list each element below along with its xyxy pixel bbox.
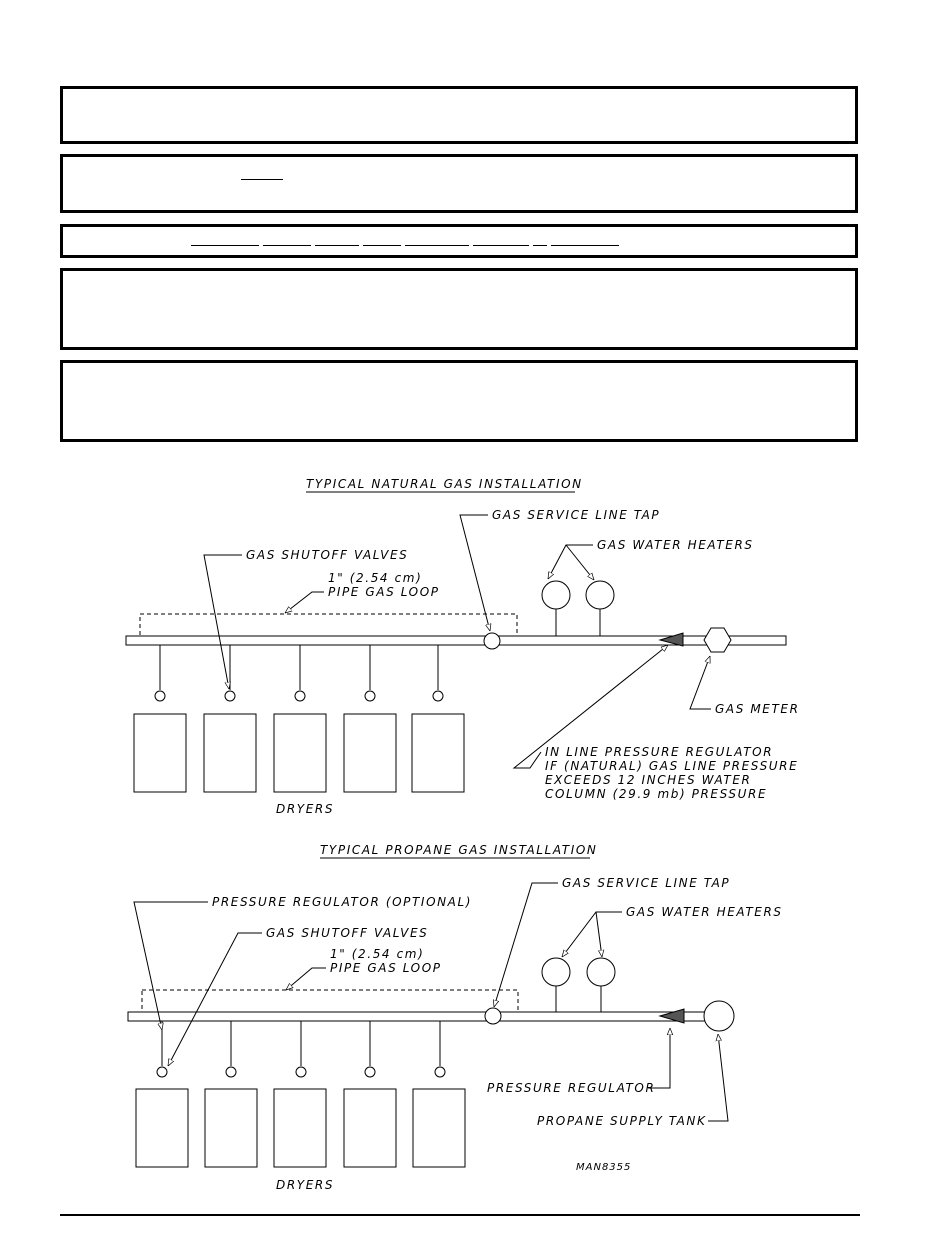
- propane-dryers-label: DRYERS: [276, 1178, 335, 1192]
- underline-mark: [551, 245, 619, 246]
- main-pipe: [126, 636, 786, 645]
- gas-installation-figure: [0, 460, 950, 1210]
- underline-mark: [473, 245, 529, 246]
- underline-mark: [405, 245, 469, 246]
- propane-shutoff-label: GAS SHUTOFF VALVES: [266, 926, 429, 940]
- dryer: [344, 714, 396, 792]
- dryer: [412, 714, 464, 792]
- regulator-note-2: IF (NATURAL) GAS LINE PRESSURE: [545, 759, 799, 773]
- dryer: [413, 1089, 465, 1167]
- water-heater: [542, 581, 570, 609]
- underline-mark: [191, 245, 259, 246]
- propane-loop-label-1: 1" (2.54 cm): [330, 947, 425, 961]
- dryer: [204, 714, 256, 792]
- dryer: [344, 1089, 396, 1167]
- dryer: [274, 1089, 326, 1167]
- dryer-row: [136, 1021, 465, 1167]
- pressure-regulator-optional-label: PRESSURE REGULATOR (OPTIONAL): [212, 895, 473, 909]
- dryer-row: [134, 645, 464, 792]
- underline-mark: [533, 245, 547, 246]
- propane-gas-diagram: [128, 843, 783, 1192]
- propane-water-heaters-label: GAS WATER HEATERS: [626, 905, 783, 919]
- underline-mark: [263, 245, 311, 246]
- natural-dryers-label: DRYERS: [276, 802, 335, 816]
- notice-box-4: [60, 268, 858, 350]
- gas-meter-icon: [704, 628, 731, 652]
- water-heater: [586, 581, 614, 609]
- notice-box-3: [60, 224, 858, 258]
- service-tap-valve: [484, 633, 500, 649]
- natural-title: TYPICAL NATURAL GAS INSTALLATION: [306, 477, 583, 491]
- dryer: [274, 714, 326, 792]
- regulator-note-4: COLUMN (29.9 mb) PRESSURE: [545, 787, 768, 801]
- underline-mark: [315, 245, 359, 246]
- propane-title: TYPICAL PROPANE GAS INSTALLATION: [320, 843, 598, 857]
- water-heater: [542, 958, 570, 986]
- propane-supply-tank-label: PROPANE SUPPLY TANK: [537, 1114, 707, 1128]
- natural-shutoff-label: GAS SHUTOFF VALVES: [246, 548, 409, 562]
- natural-loop-label-1: 1" (2.54 cm): [328, 571, 423, 585]
- propane-loop-label-2: PIPE GAS LOOP: [330, 961, 442, 975]
- service-tap-valve: [485, 1008, 501, 1024]
- pressure-regulator-label: PRESSURE REGULATOR: [487, 1081, 656, 1095]
- regulator-note-3: EXCEEDS 12 INCHES WATER: [545, 773, 752, 787]
- notice-box-5: [60, 360, 858, 442]
- dryer: [136, 1089, 188, 1167]
- gas-loop: [140, 614, 517, 636]
- underline-mark: [363, 245, 401, 246]
- propane-service-tap-label: GAS SERVICE LINE TAP: [562, 876, 731, 890]
- underline-mark: [241, 179, 283, 180]
- gas-meter-label: GAS METER: [715, 702, 800, 716]
- water-heater: [587, 958, 615, 986]
- natural-gas-diagram: [126, 477, 800, 816]
- natural-loop-label-2: PIPE GAS LOOP: [328, 585, 440, 599]
- natural-service-tap-label: GAS SERVICE LINE TAP: [492, 508, 661, 522]
- regulator-note-1: IN LINE PRESSURE REGULATOR: [545, 745, 774, 759]
- propane-tank-icon: [704, 1001, 734, 1031]
- main-pipe: [128, 1012, 710, 1021]
- footer-rule: [60, 1214, 860, 1216]
- drawing-id: MAN8355: [576, 1162, 632, 1173]
- notice-box-2: [60, 154, 858, 213]
- notice-box-1: [60, 86, 858, 144]
- dryer: [134, 714, 186, 792]
- natural-water-heaters-label: GAS WATER HEATERS: [597, 538, 754, 552]
- dryer: [205, 1089, 257, 1167]
